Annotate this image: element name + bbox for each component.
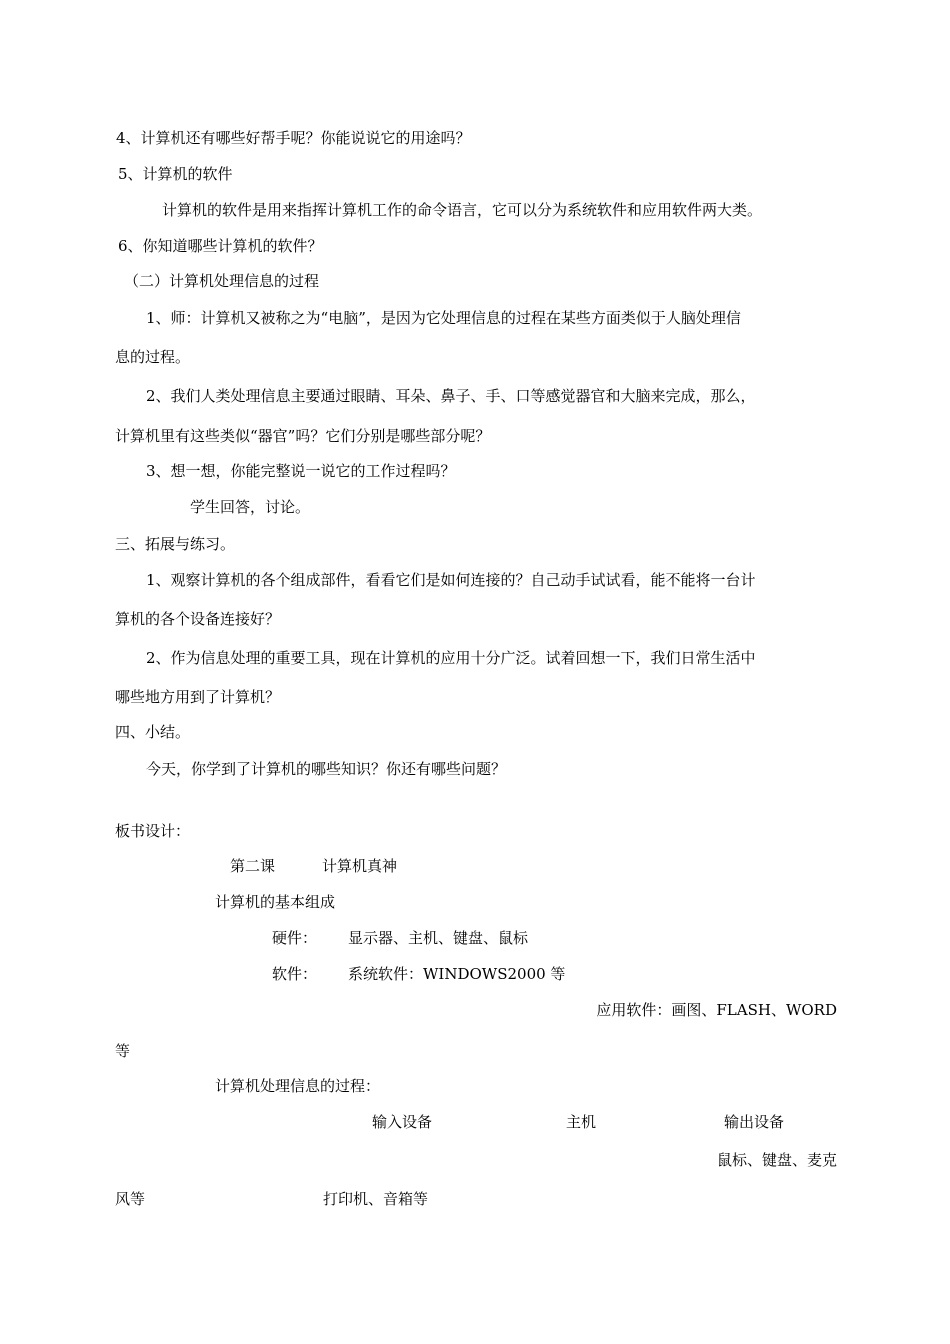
- output-device: 输出设备: [724, 1113, 785, 1131]
- exercise-2-line-1: 2、作为信息处理的重要工具，现在计算机的应用十分广泛。试着回想一下，我们日常生活中: [146, 649, 756, 667]
- section-4-heading: 四、小结。: [115, 723, 191, 741]
- system-software: 系统软件：WINDOWS2000 等: [348, 965, 566, 983]
- paragraph-2-line-2: 计算机里有这些类似“器官”吗？它们分别是哪些部分呢？: [115, 427, 491, 445]
- exercise-1-line-1: 1、观察计算机的各个组成部件，看看它们是如何连接的？自己动手试试看，能不能将一台计: [146, 571, 756, 589]
- hardware-items: 显示器、主机、键盘、鼠标: [348, 929, 529, 947]
- input-examples-line-2: 风等: [115, 1190, 146, 1208]
- application-software-tail: 等: [115, 1042, 131, 1060]
- paragraph-3: 3、想一想，你能完整说一说它的工作过程吗？: [146, 462, 456, 480]
- hardware-label: 硬件：: [272, 929, 318, 947]
- paragraph-2-line-1: 2、我们人类处理信息主要通过眼睛、耳朵、鼻子、手、口等感觉器官和大脑来完成，那么，: [146, 387, 756, 405]
- question-4: 4、计算机还有哪些好帮手呢？你能说说它的用途吗？: [116, 129, 471, 147]
- host: 主机: [566, 1113, 597, 1131]
- section-2-heading: （二）计算机处理信息的过程: [124, 272, 320, 290]
- paragraph-1-line-1: 1、师：计算机又被称之为“电脑”，是因为它处理信息的过程在某些方面类似于人脑处理信: [146, 309, 741, 327]
- question-6: 6、你知道哪些计算机的软件？: [118, 237, 323, 255]
- question-5: 5、计算机的软件: [118, 165, 233, 183]
- input-examples-line-1: 鼠标、键盘、麦克: [716, 1151, 837, 1169]
- input-device: 输入设备: [372, 1113, 433, 1131]
- paragraph-1-line-2: 息的过程。: [115, 348, 191, 366]
- application-software: 应用软件：画图、FLASH、WORD: [596, 1001, 837, 1019]
- exercise-2-line-2: 哪些地方用到了计算机？: [115, 688, 281, 706]
- lesson-number: 第二课: [230, 857, 276, 875]
- software-label: 软件：: [272, 965, 318, 983]
- exercise-1-line-2: 算机的各个设备连接好？: [115, 610, 281, 628]
- process-title: 计算机处理信息的过程：: [215, 1077, 381, 1095]
- output-examples: 打印机、音箱等: [323, 1190, 429, 1208]
- board-design-label: 板书设计：: [115, 822, 191, 840]
- summary-text: 今天，你学到了计算机的哪些知识？你还有哪些问题？: [146, 760, 507, 778]
- basic-composition: 计算机的基本组成: [215, 893, 336, 911]
- lesson-title: 计算机真神: [322, 857, 398, 875]
- student-activity: 学生回答，讨论。: [190, 498, 311, 516]
- section-3-heading: 三、拓展与练习。: [115, 535, 236, 553]
- software-definition: 计算机的软件是用来指挥计算机工作的命令语言，它可以分为系统软件和应用软件两大类。: [162, 201, 763, 219]
